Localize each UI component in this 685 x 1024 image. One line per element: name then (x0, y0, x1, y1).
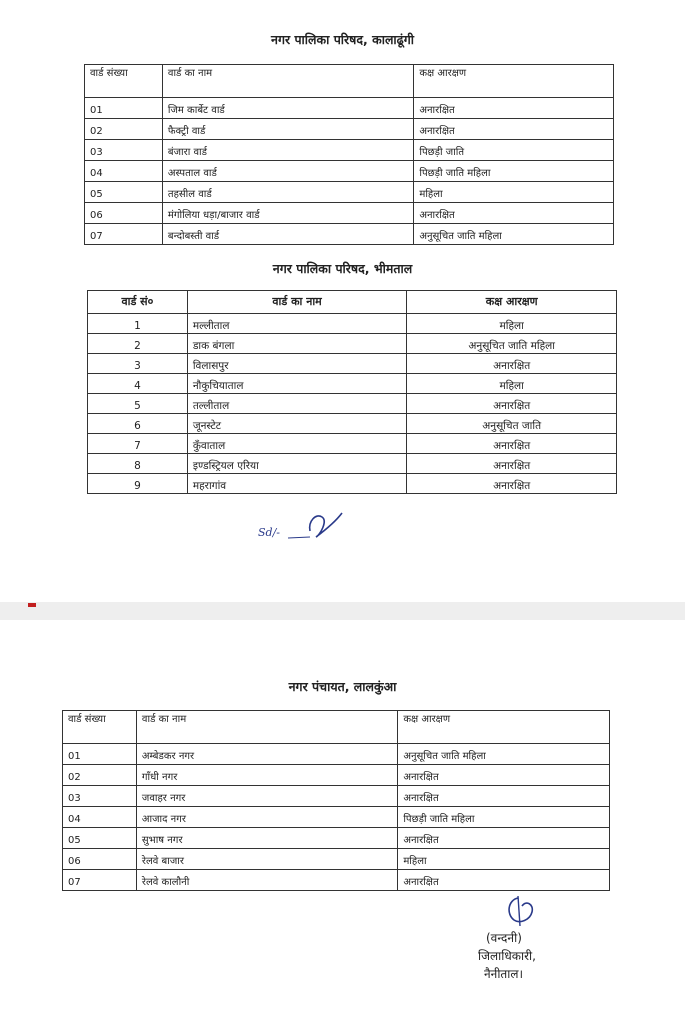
ward-number-cell: 2 (88, 334, 188, 354)
initials-text: Sd/- (258, 526, 280, 539)
table-row (88, 434, 617, 454)
reservation-cell: अनुसूचित जाति महिला (398, 744, 610, 765)
header-ward-name: वार्ड का नाम (136, 711, 397, 744)
ward-name-cell: जूनस्टेट (187, 414, 407, 434)
header-ward-number: वार्ड संख्या (63, 711, 137, 744)
ward-table-bhimtal (87, 290, 617, 494)
ward-number-cell: 4 (88, 374, 188, 394)
ward-name-cell: रेलवे बाजार (136, 849, 397, 870)
reservation-cell: महिला (407, 314, 617, 334)
table-row (63, 870, 610, 891)
section-title-kaladhungi: नगर पालिका परिषद, कालाढूंगी (271, 32, 414, 47)
table-header-row (85, 65, 614, 98)
reservation-cell: अनारक्षित (407, 454, 617, 474)
ward-number-cell: 07 (85, 224, 163, 245)
table-row (85, 182, 614, 203)
table-row (63, 807, 610, 828)
table-row (63, 849, 610, 870)
signatory-name: (वन्दनी) (486, 931, 522, 945)
ward-number-cell: 04 (85, 161, 163, 182)
reservation-cell: अनारक्षित (398, 870, 610, 891)
reservation-cell: पिछड़ी जाति महिला (414, 161, 614, 182)
table-row (85, 161, 614, 182)
ward-name-cell: बंजारा वार्ड (162, 140, 413, 161)
ward-number-cell: 05 (63, 828, 137, 849)
ward-name-cell: महरागांव (187, 474, 407, 494)
header-reservation: कक्ष आरक्षण (407, 291, 617, 314)
table-row (85, 224, 614, 245)
header-reservation: कक्ष आरक्षण (414, 65, 614, 98)
table-row (88, 314, 617, 334)
reservation-cell: अनारक्षित (407, 354, 617, 374)
table-row (63, 786, 610, 807)
table-row (63, 765, 610, 786)
document-page-2 (0, 620, 685, 1024)
initials-signature (258, 507, 358, 551)
reservation-cell: अनुसूचित जाति महिला (407, 334, 617, 354)
ward-name-cell: अम्बेडकर नगर (136, 744, 397, 765)
ward-number-cell: 3 (88, 354, 188, 374)
ward-number-cell: 06 (85, 203, 163, 224)
ward-name-cell: गाँधी नगर (136, 765, 397, 786)
collector-signature (498, 892, 548, 934)
ward-table-lalkuan (62, 710, 610, 891)
reservation-cell: अनारक्षित (398, 786, 610, 807)
ward-name-cell: आजाद नगर (136, 807, 397, 828)
signatory-place: नैनीताल। (484, 967, 524, 981)
ward-name-cell: कुँवाताल (187, 434, 407, 454)
ward-number-cell: 04 (63, 807, 137, 828)
table-row (88, 334, 617, 354)
header-ward-name: वार्ड का नाम (162, 65, 413, 98)
table-row (88, 454, 617, 474)
ward-name-cell: विलासपुर (187, 354, 407, 374)
reservation-cell: अनारक्षित (398, 765, 610, 786)
reservation-cell: अनारक्षित (407, 394, 617, 414)
reservation-cell: पिछड़ी जाति (414, 140, 614, 161)
reservation-cell: अनारक्षित (407, 434, 617, 454)
ward-name-cell: जवाहर नगर (136, 786, 397, 807)
ward-name-cell: डाक बंगला (187, 334, 407, 354)
table-row (63, 744, 610, 765)
ward-name-cell: तल्लीताल (187, 394, 407, 414)
ward-name-cell: जिम कार्बेट वार्ड (162, 98, 413, 119)
ward-number-cell: 07 (63, 870, 137, 891)
ward-number-cell: 1 (88, 314, 188, 334)
ward-name-cell: रेलवे कालौनी (136, 870, 397, 891)
section-title-bhimtal: नगर पालिका परिषद, भीमताल (272, 261, 413, 276)
page-gap (0, 602, 685, 620)
table-row (85, 203, 614, 224)
red-mark (28, 603, 36, 607)
reservation-cell: महिला (414, 182, 614, 203)
table-row (88, 474, 617, 494)
ward-number-cell: 02 (85, 119, 163, 140)
ward-number-cell: 5 (88, 394, 188, 414)
ward-number-cell: 6 (88, 414, 188, 434)
reservation-cell: महिला (407, 374, 617, 394)
ward-number-cell: 01 (63, 744, 137, 765)
ward-name-cell: बन्दोबस्ती वार्ड (162, 224, 413, 245)
reservation-cell: अनारक्षित (407, 474, 617, 494)
reservation-cell: अनारक्षित (414, 98, 614, 119)
ward-number-cell: 7 (88, 434, 188, 454)
table-header-row (88, 291, 617, 314)
reservation-cell: अनारक्षित (398, 828, 610, 849)
table-row (88, 414, 617, 434)
ward-name-cell: मंगोलिया धड़ा/बाजार वार्ड (162, 203, 413, 224)
ward-number-cell: 9 (88, 474, 188, 494)
ward-name-cell: सुभाष नगर (136, 828, 397, 849)
ward-name-cell: नौकुचियाताल (187, 374, 407, 394)
ward-number-cell: 03 (85, 140, 163, 161)
table-row (63, 828, 610, 849)
reservation-cell: महिला (398, 849, 610, 870)
reservation-cell: पिछड़ी जाति महिला (398, 807, 610, 828)
header-ward-number: वार्ड संख्या (85, 65, 163, 98)
table-row (85, 140, 614, 161)
ward-number-cell: 01 (85, 98, 163, 119)
reservation-cell: अनारक्षित (414, 119, 614, 140)
reservation-cell: अनुसूचित जाति महिला (414, 224, 614, 245)
ward-number-cell: 02 (63, 765, 137, 786)
table-row (85, 119, 614, 140)
ward-table-kaladhungi (84, 64, 614, 245)
header-ward-name: वार्ड का नाम (187, 291, 407, 314)
table-row (85, 98, 614, 119)
section-title-lalkuan: नगर पंचायत, लालकुंआ (288, 679, 397, 694)
ward-number-cell: 06 (63, 849, 137, 870)
ward-name-cell: अस्पताल वार्ड (162, 161, 413, 182)
ward-number-cell: 03 (63, 786, 137, 807)
table-row (88, 374, 617, 394)
ward-number-cell: 05 (85, 182, 163, 203)
ward-name-cell: तहसील वार्ड (162, 182, 413, 203)
reservation-cell: अनारक्षित (414, 203, 614, 224)
ward-name-cell: फैक्ट्री वार्ड (162, 119, 413, 140)
table-row (88, 394, 617, 414)
ward-name-cell: इण्डस्ट्रियल एरिया (187, 454, 407, 474)
reservation-cell: अनुसूचित जाति (407, 414, 617, 434)
signatory-designation: जिलाधिकारी, (478, 949, 536, 963)
ward-number-cell: 8 (88, 454, 188, 474)
ward-name-cell: मल्लीताल (187, 314, 407, 334)
table-row (88, 354, 617, 374)
header-reservation: कक्ष आरक्षण (398, 711, 610, 744)
header-ward-number: वार्ड सं० (88, 291, 188, 314)
table-header-row (63, 711, 610, 744)
